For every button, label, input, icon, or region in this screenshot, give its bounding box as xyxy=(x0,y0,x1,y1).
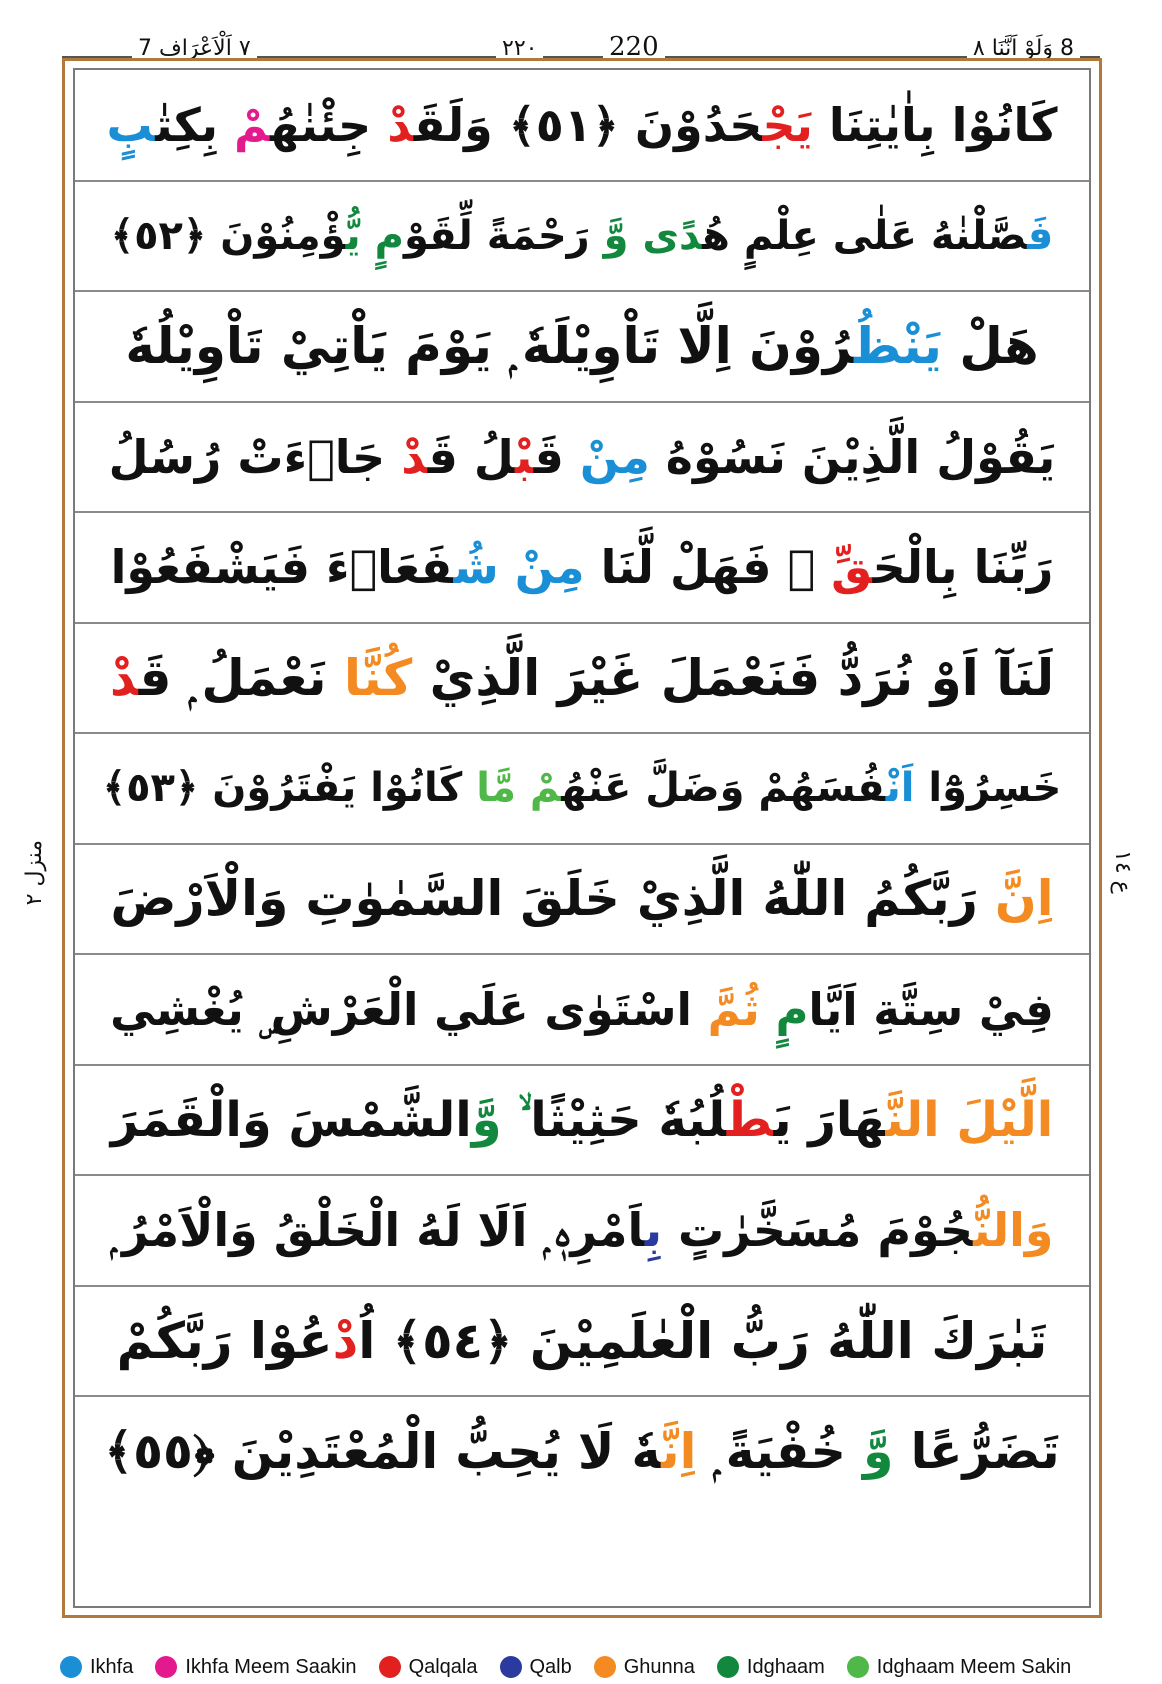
legend-label: Ikhfa xyxy=(90,1655,134,1678)
legend-color-dot xyxy=(379,1656,401,1678)
ayah-segment: قَ xyxy=(533,429,564,484)
ayah-segment: فَعَاۗءَ فَيَشْفَعُوْا xyxy=(110,540,454,595)
ayah-line xyxy=(75,1065,1089,1176)
ayah-line-text xyxy=(104,1422,1060,1480)
ayah-segment: تَبٰرَكَ اللّٰهُ رَبُّ الْعٰلَمِيْنَ ﴿٥٤﴾ اُ xyxy=(358,1311,1048,1370)
line-divider xyxy=(75,511,1089,513)
tajweed-highlight: دْ xyxy=(332,1311,359,1370)
tajweed-highlight: وَّ xyxy=(863,1422,894,1480)
ayah-segment: هَارَ يَ xyxy=(773,1091,886,1148)
ayah-segment: الشَّمْسَ وَالْقَمَرَ xyxy=(110,1091,472,1148)
ayah-line xyxy=(75,70,1089,181)
tajweed-highlight: ثُمَّ xyxy=(707,982,760,1036)
tajweed-highlight: بٍ xyxy=(106,98,156,153)
ayah-segment: كَانُوْا بِاٰيٰتِنَا xyxy=(812,98,1058,153)
legend-color-dot xyxy=(717,1656,739,1678)
line-divider xyxy=(75,622,1089,624)
tajweed-highlight: يَنْظُ xyxy=(854,317,942,376)
ayah-line xyxy=(75,291,1089,402)
ruku-marker: ع ١٤ xyxy=(1110,850,1135,894)
legend-color-dot xyxy=(500,1656,522,1678)
tajweed-highlight: فَ xyxy=(1027,212,1054,259)
legend-label: Ghunna xyxy=(623,1655,695,1678)
manzil-marker: منزل ٢ xyxy=(22,840,47,906)
tajweed-highlight: مْ xyxy=(218,98,271,153)
legend-label: Idghaam Meem Sakin xyxy=(876,1655,1072,1678)
legend-item xyxy=(847,1656,1072,1679)
tajweed-highlight: اِنَّ xyxy=(661,1422,697,1480)
legend-label: Qalb xyxy=(529,1655,572,1678)
ayah-segment: لُ قَ xyxy=(427,429,515,484)
tajweed-highlight: اَنْ xyxy=(885,765,915,812)
ayah-line-text xyxy=(102,765,1062,812)
ayah-line xyxy=(75,181,1089,292)
line-divider xyxy=(75,732,1089,734)
surah-name-label: ٧ اَلْاَعْرَاف 7 xyxy=(132,36,257,61)
ayah-segment: رُوْنَ اِلَّا تَاْوِيْلَهٗ ۭ يَوْمَ يَاْتِيْ تَاْوِيْلُهٗ xyxy=(125,317,855,376)
line-divider xyxy=(75,1174,1089,1176)
tajweed-highlight: النَّ xyxy=(885,1091,940,1148)
ayah-line-text xyxy=(110,982,1054,1036)
legend-item xyxy=(717,1656,825,1679)
tajweed-highlight: وَالنُّ xyxy=(973,1203,1054,1258)
tajweed-highlight: مِنْ شُ xyxy=(453,540,585,595)
line-divider xyxy=(75,953,1089,955)
ayah-segment: تَضَرُّعًا xyxy=(893,1422,1060,1480)
ayah-segment: خَسِرُوْٓا xyxy=(914,765,1062,812)
tajweed-highlight: دًى وَّ xyxy=(603,212,703,259)
ayah-line-text xyxy=(110,540,1054,595)
ayah-segment: لَنَآ اَوْ نُرَدُّ فَنَعْمَلَ غَيْرَ الَّذِيْ xyxy=(412,648,1055,707)
tajweed-highlight: مْ مَّا xyxy=(476,765,562,812)
legend-label: Ikhfa Meem Saakin xyxy=(185,1655,357,1678)
ayah-segment: صَّلْنٰهُ عَلٰى عِلْمٍ هُ xyxy=(702,212,1028,259)
ayah-segment: لُبُهٗ حَثِيْثًا xyxy=(530,1091,727,1148)
ayah-line-text xyxy=(108,429,1056,484)
legend-color-dot xyxy=(155,1656,177,1678)
line-divider xyxy=(75,401,1089,403)
ayah-line xyxy=(75,1175,1089,1286)
ayah-line-text xyxy=(110,1091,1054,1148)
ayah-segment: عُوْا رَبَّكُمْ xyxy=(116,1311,333,1370)
legend-label: Idghaam xyxy=(746,1655,825,1678)
legend-item xyxy=(594,1656,695,1679)
ayah-line xyxy=(75,1396,1089,1507)
tajweed-highlight: يَجْ xyxy=(762,98,813,153)
tajweed-legend xyxy=(60,1655,1110,1679)
tajweed-highlight: بِ xyxy=(644,1203,663,1258)
ayah-segment: بِكِتٰ xyxy=(155,98,219,153)
line-divider xyxy=(75,290,1089,292)
line-divider xyxy=(75,1395,1089,1397)
ayah-line-text xyxy=(106,98,1058,153)
tajweed-highlight: ۙ وَّ xyxy=(471,1091,531,1148)
ayah-segment: رَبَّكُمُ اللّٰهُ الَّذِيْ خَلَقَ السَّمٰوٰتِ وَالْاَرْضَ xyxy=(110,870,995,928)
line-divider xyxy=(75,1064,1089,1066)
legend-color-dot xyxy=(594,1656,616,1678)
legend-item xyxy=(379,1656,478,1679)
line-divider xyxy=(75,1285,1089,1287)
juz-name-label: 8 وَلَوْ اَنَّنَا ٨ xyxy=(967,36,1080,61)
ayah-segment: ۚ فَهَلْ لَّنَا xyxy=(584,540,832,595)
line-divider xyxy=(75,180,1089,182)
ayah-segment: جِئْنٰهُ xyxy=(270,98,372,153)
ayah-segment: هَلْ xyxy=(941,317,1039,376)
tajweed-highlight: مٍ xyxy=(775,982,809,1036)
ayah-segment xyxy=(760,983,776,1036)
page-number-arabic: ٢٢٠ xyxy=(496,36,543,61)
ayah-line xyxy=(75,733,1089,844)
tajweed-highlight: كُنَّا xyxy=(343,648,413,707)
line-divider xyxy=(75,843,1089,845)
ayah-line xyxy=(75,623,1089,734)
legend-item xyxy=(155,1656,356,1679)
ayah-line xyxy=(75,512,1089,623)
ayah-line-text xyxy=(109,648,1055,707)
ayah-segment: يَقُوْلُ الَّذِيْنَ نَسُوْهُ xyxy=(649,429,1056,484)
ayah-segment: جُوْمَ مُسَخَّرٰتٍ xyxy=(662,1203,974,1258)
ayah-segment: اسْتَوٰى عَلَي الْعَرْشِ ۣ يُغْشِي xyxy=(110,982,708,1036)
ayah-segment: جَاۗءَتْ رُسُلُ xyxy=(108,429,402,484)
ayah-line-text xyxy=(110,870,1054,928)
page-number: 220 xyxy=(603,32,665,62)
ayah-segment: رَحْمَةً لِّقَوْ xyxy=(403,212,604,259)
legend-item xyxy=(500,1656,572,1679)
ayah-line-text xyxy=(116,1311,1048,1370)
tajweed-highlight: مِنْ xyxy=(563,429,650,484)
ayah-line xyxy=(75,844,1089,955)
ayah-segment: نَعْمَلُ ۭ قَ xyxy=(138,648,344,707)
ayah-line xyxy=(75,954,1089,1065)
ayah-segment: خُفْيَةً ۭ xyxy=(696,1422,864,1480)
legend-label: Qalqala xyxy=(408,1655,478,1678)
tajweed-highlight: بْ xyxy=(515,429,534,484)
tajweed-highlight: دْ xyxy=(401,429,428,484)
tajweed-highlight: اِنَّ xyxy=(994,870,1054,928)
ayah-segment: كَانُوْا يَفْتَرُوْنَ ﴿٥٣﴾ xyxy=(102,765,477,812)
legend-color-dot xyxy=(60,1656,82,1678)
tajweed-highlight: طْ xyxy=(726,1091,774,1148)
ayah-line-text xyxy=(125,317,1039,376)
ayah-line xyxy=(75,402,1089,513)
ayah-line-text xyxy=(110,1203,1054,1258)
ayah-segment: فِيْ سِتَّةِ اَيَّا xyxy=(808,982,1054,1036)
ayah-segment: رَبِّنَا بِالْحَ xyxy=(872,540,1054,595)
ayah-segment: اَمْرِهٖ ۭ اَلَا لَهُ الْخَلْقُ وَالْاَمْرُ ۭ xyxy=(110,1203,645,1258)
ayah-segment: هٗ لَا يُحِبُّ الْمُعْتَدِيْنَ ﴿٥٥﴾ xyxy=(104,1422,662,1480)
legend-color-dot xyxy=(847,1656,869,1678)
legend-item xyxy=(60,1656,133,1679)
ayah-line-text xyxy=(110,212,1054,259)
tajweed-highlight: الَّيْلَ xyxy=(939,1091,1054,1148)
ayah-segment: حَدُوْنَ ﴿٥١﴾ وَلَقَ xyxy=(413,98,763,153)
ayah-segment: ؤْمِنُوْنَ ﴿٥٢﴾ xyxy=(110,212,346,259)
ayah-line xyxy=(75,1286,1089,1397)
tajweed-highlight: قِّ xyxy=(831,540,873,595)
tajweed-highlight: مٍ يُّ xyxy=(345,212,404,259)
ayah-segment: فُسَهُمْ وَضَلَّ عَنْهُ xyxy=(561,765,886,812)
tajweed-highlight: دْ xyxy=(371,98,414,153)
tajweed-highlight: دْ xyxy=(109,648,139,707)
